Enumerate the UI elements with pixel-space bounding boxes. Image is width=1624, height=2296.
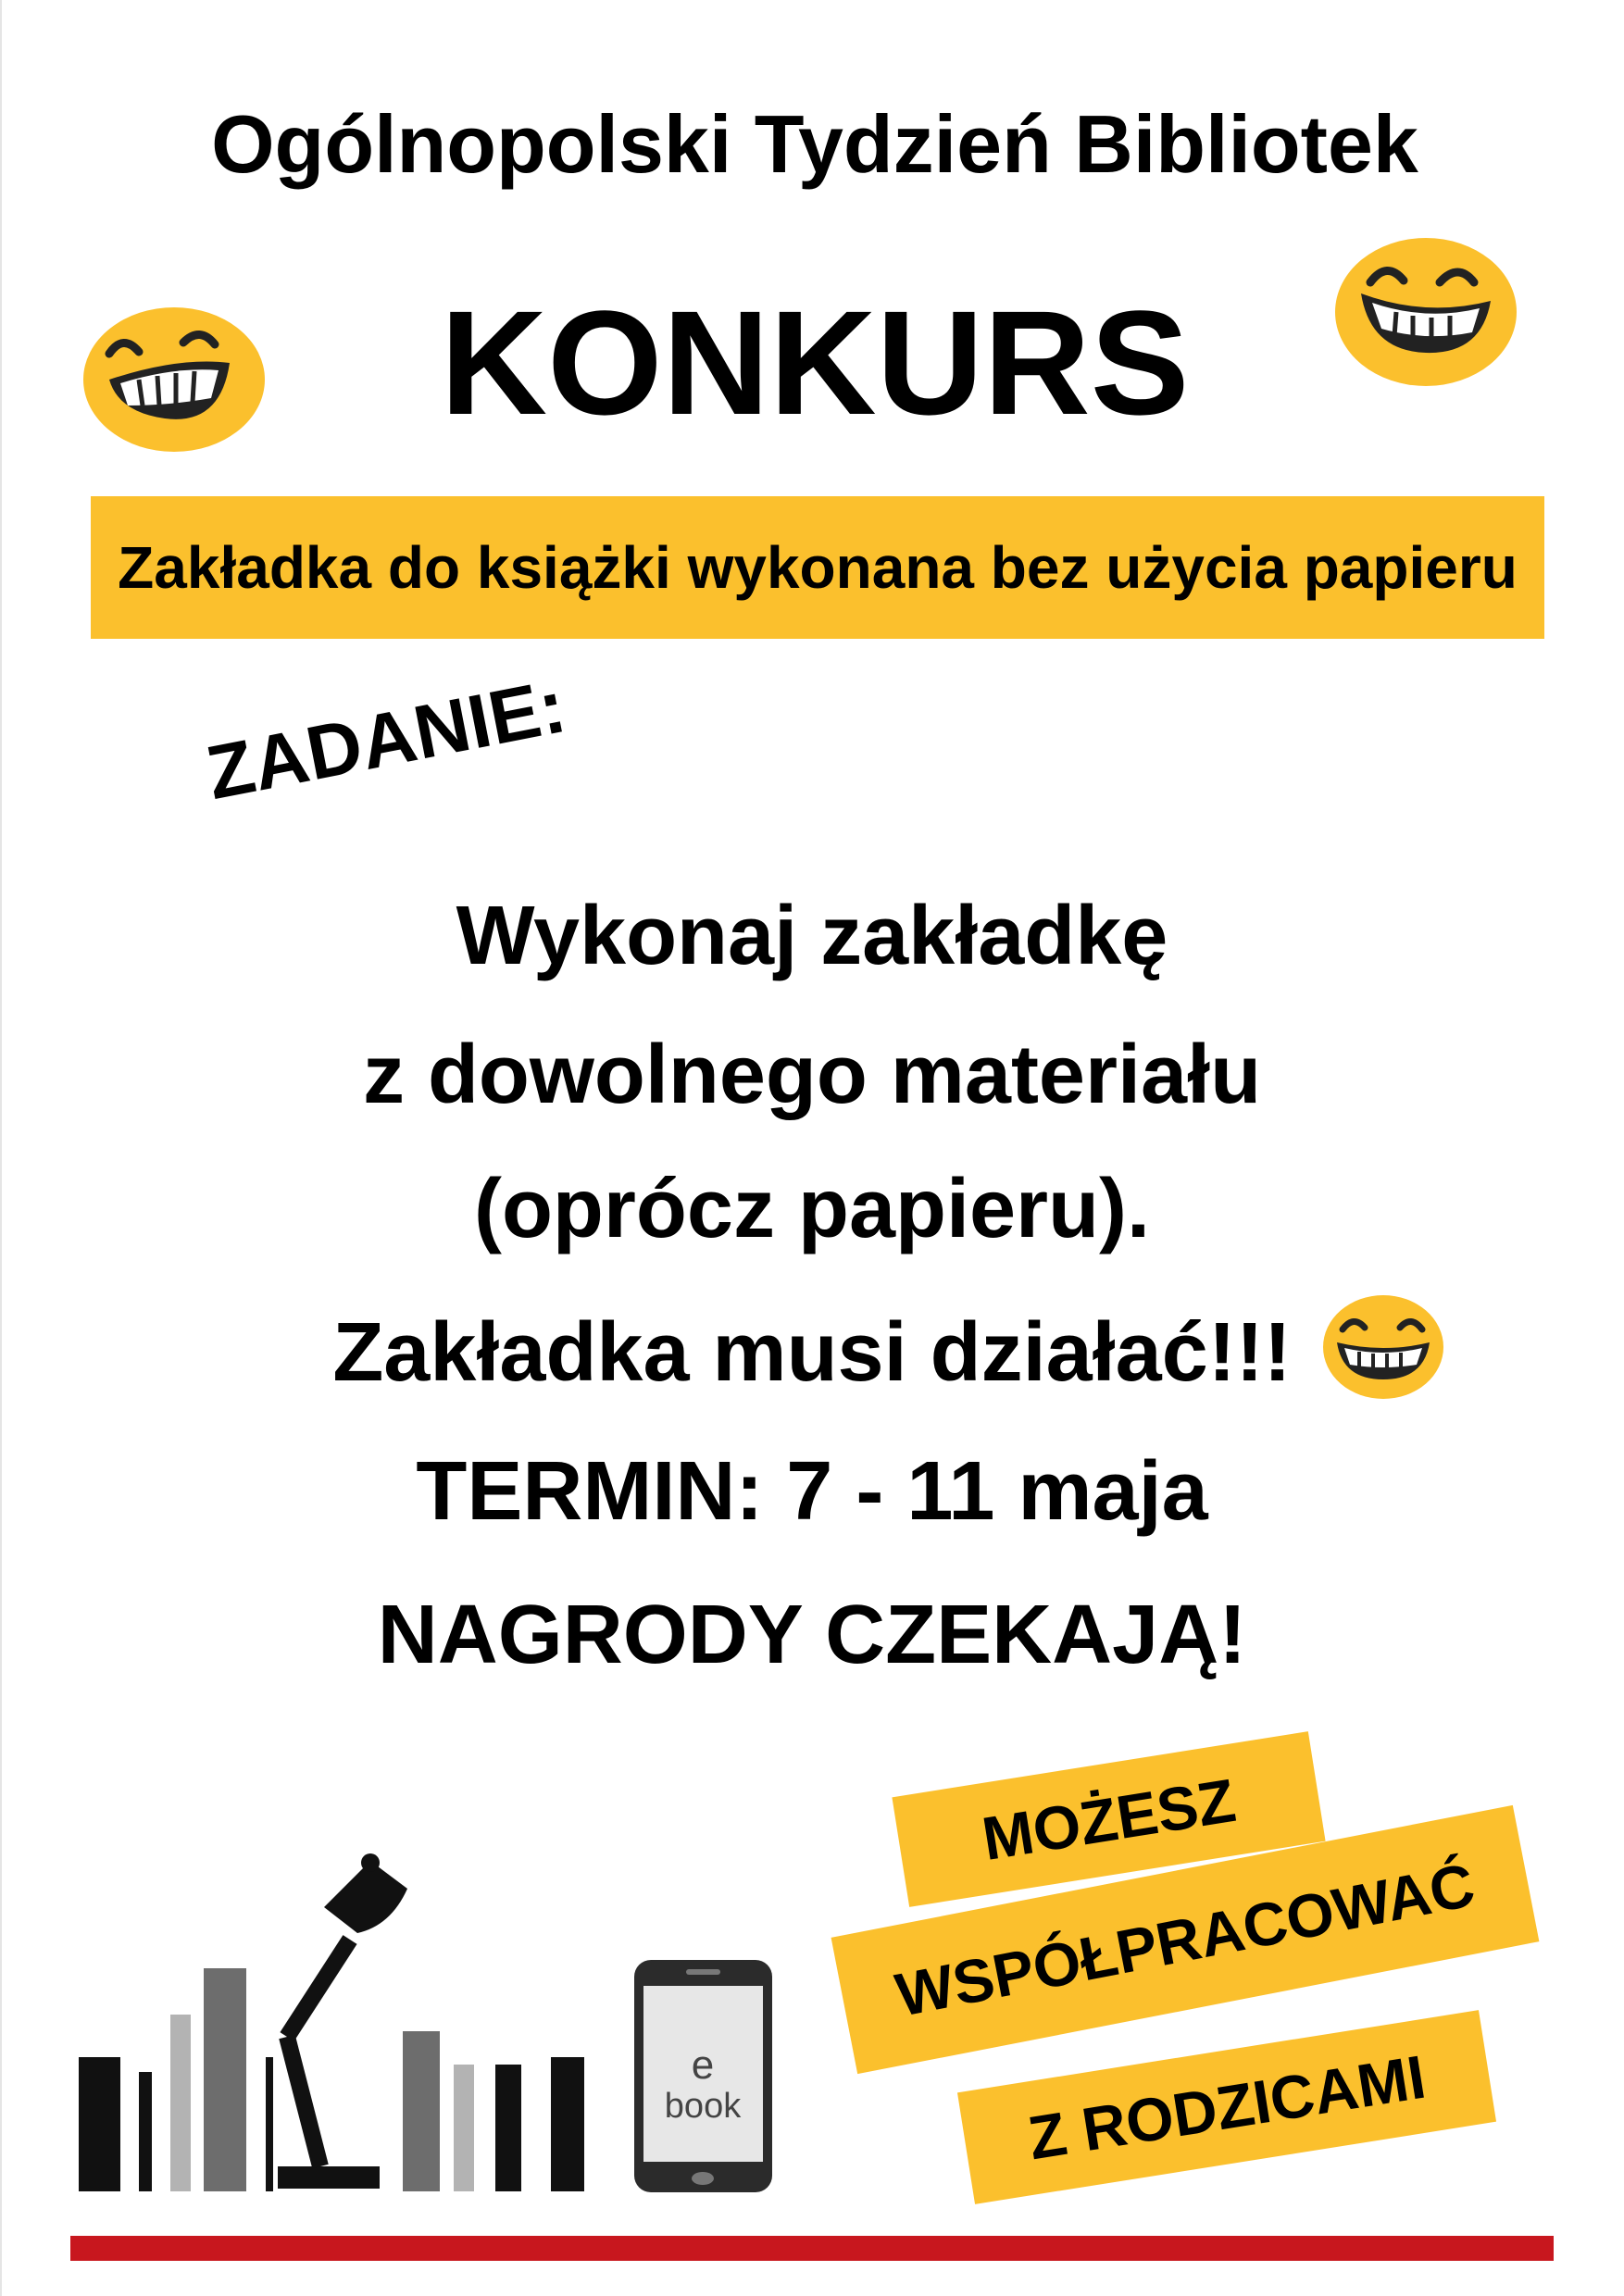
cooperation-tag: MOŻESZ bbox=[892, 1731, 1325, 1907]
grinning-face-icon bbox=[1322, 1294, 1444, 1400]
prizes-line: NAGRODY CZEKAJĄ! bbox=[377, 1589, 1247, 1681]
ebook-e-label: e bbox=[691, 2042, 715, 2088]
page-title: Ogólnopolski Tydzień Bibliotek bbox=[211, 98, 1418, 190]
task-line: (oprócz papieru). bbox=[473, 1163, 1151, 1255]
deadline-line: TERMIN: 7 - 11 maja bbox=[416, 1445, 1208, 1538]
ebook-book-label: book bbox=[664, 2087, 742, 2126]
contest-heading: KONKURS bbox=[440, 280, 1190, 445]
footer-rule bbox=[70, 2236, 1554, 2261]
task-line: Wykonaj zakładkę bbox=[456, 890, 1168, 982]
subtitle-banner bbox=[91, 496, 1544, 639]
subtitle-text: Zakładka do książki wykonana bez użycia papieru bbox=[118, 534, 1518, 601]
cooperation-tag: Z RODZICAMI bbox=[957, 2010, 1496, 2204]
task-line: Zakładka musi działać!!! bbox=[332, 1306, 1292, 1399]
task-line: z dowolnego materiału bbox=[362, 1029, 1262, 1121]
page-border bbox=[0, 0, 2, 2296]
cooperation-tag: WSPÓŁPRACOWAĆ bbox=[831, 1805, 1540, 2074]
ebook-reader-icon bbox=[632, 1958, 774, 2194]
desk-lamp-icon bbox=[269, 1852, 417, 2194]
grinning-face-icon bbox=[81, 306, 267, 454]
grinning-face-icon bbox=[1333, 236, 1518, 389]
task-label: ZADANIE: bbox=[200, 664, 573, 817]
